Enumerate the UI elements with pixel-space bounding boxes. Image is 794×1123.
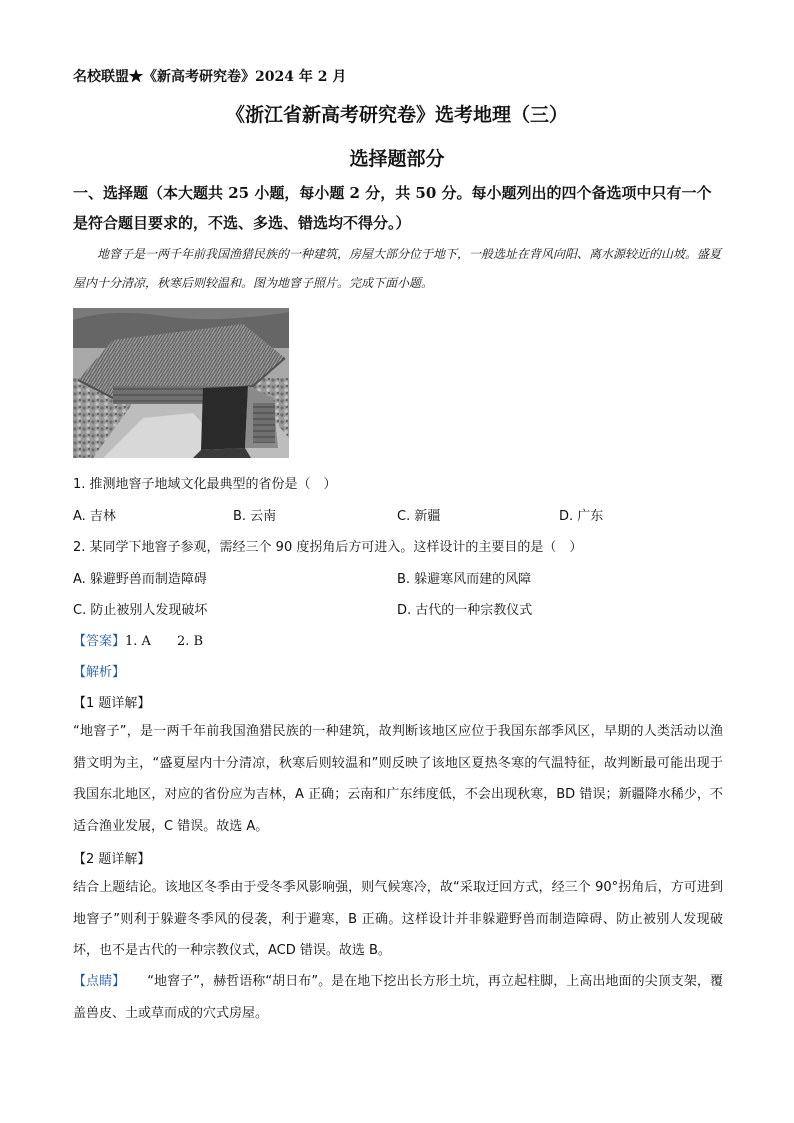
detail-1-text: “地窨子”，是一两千年前我国渔猎民族的一种建筑，故判断该地区应位于我国东部季风区，早期的人类活动以渔猎文明为主，“盛夏屋内十分清凉，秋寒后则较温和”则反映了该地区夏热冬寒的气温特征，故判断最可能出现于我国东北地区，对应的省份应为吉林，A 正确；云南和广东纬度低，不会出现秋寒，BD 错误；新疆降水稀少，不适合渔业发展，C 错误。故选 A。	[73, 724, 723, 834]
analysis-label: 【解析】	[73, 665, 126, 680]
exam-header: 名校联盟★《新高考研究卷》2024 年 2 月	[73, 69, 347, 85]
section-instructions: 一、选择题（本大题共 25 小题，每小题 2 分，共 50 分。每小题列出的四个备选项中只有一个是符合题目要求的，不选、多选、错选均不得分。）	[73, 184, 712, 232]
answer-line	[73, 630, 203, 649]
detail-2-text: 结合上题结论。该地区冬季由于受冬季风影响强，则气候寒冷，故“采取迂回方式，经三个 90°拐角后，方可进到地窨子”则利于躲避冬季风的侵袭，利于避寒，B 正确。这样设计并非躲避野兽而制造障碍、防止被别人发现破坏，也不是古代的一种宗教仪式，ACD 错误。故选 B。	[73, 880, 723, 958]
answer-label: 【答案】	[73, 634, 126, 649]
earth-lodge-photo	[73, 308, 289, 458]
detail-1-heading: 【1 题详解】	[73, 696, 151, 711]
answer-value: 1. A 2. B	[125, 634, 204, 649]
question-1-option-c[interactable]: C. 新疆	[397, 509, 441, 524]
question-2-option-c[interactable]: C. 防止被别人发现破坏	[73, 603, 208, 618]
question-1-stem: 1. 推测地窨子地域文化最典型的省份是（ ）	[73, 477, 337, 492]
detail-2-heading: 【2 题详解】	[73, 852, 151, 867]
material-text: 地窨子是一两千年前我国渔猎民族的一种建筑，房屋大部分位于地下，一般选址在背风向阳、离水源较近的山坡。盛夏屋内十分清凉，秋寒后则较温和。图为地窨子照片。完成下面小题。	[73, 247, 722, 290]
comment-label: 【点睛】	[73, 974, 126, 989]
exam-title: 《浙江省新高考研究卷》选考地理（三）	[225, 104, 568, 126]
question-2-stem: 2. 某同学下地窨子参观，需经三个 90 度拐角后方可进入。这样设计的主要目的是（ ）	[73, 540, 583, 555]
analysis-heading	[73, 661, 125, 680]
comment-text: “地窨子”，赫哲语称“胡日布”。是在地下挖出长方形土坑，再立起柱脚，上高出地面的尖顶支架，覆盖兽皮、土或草而成的穴式房屋。	[73, 974, 723, 1021]
question-1-option-b[interactable]: B. 云南	[233, 509, 277, 524]
section-title: 选择题部分	[349, 148, 445, 170]
question-1-option-a[interactable]: A. 吉林	[73, 509, 116, 524]
question-1-option-d[interactable]: D. 广东	[559, 509, 604, 524]
question-2-option-a[interactable]: A. 躲避野兽而制造障碍	[73, 572, 207, 587]
comment-block	[73, 966, 723, 1029]
question-2-option-d[interactable]: D. 古代的一种宗教仪式	[397, 603, 533, 618]
question-2-option-b[interactable]: B. 躲避寒风而建的风障	[397, 572, 532, 587]
